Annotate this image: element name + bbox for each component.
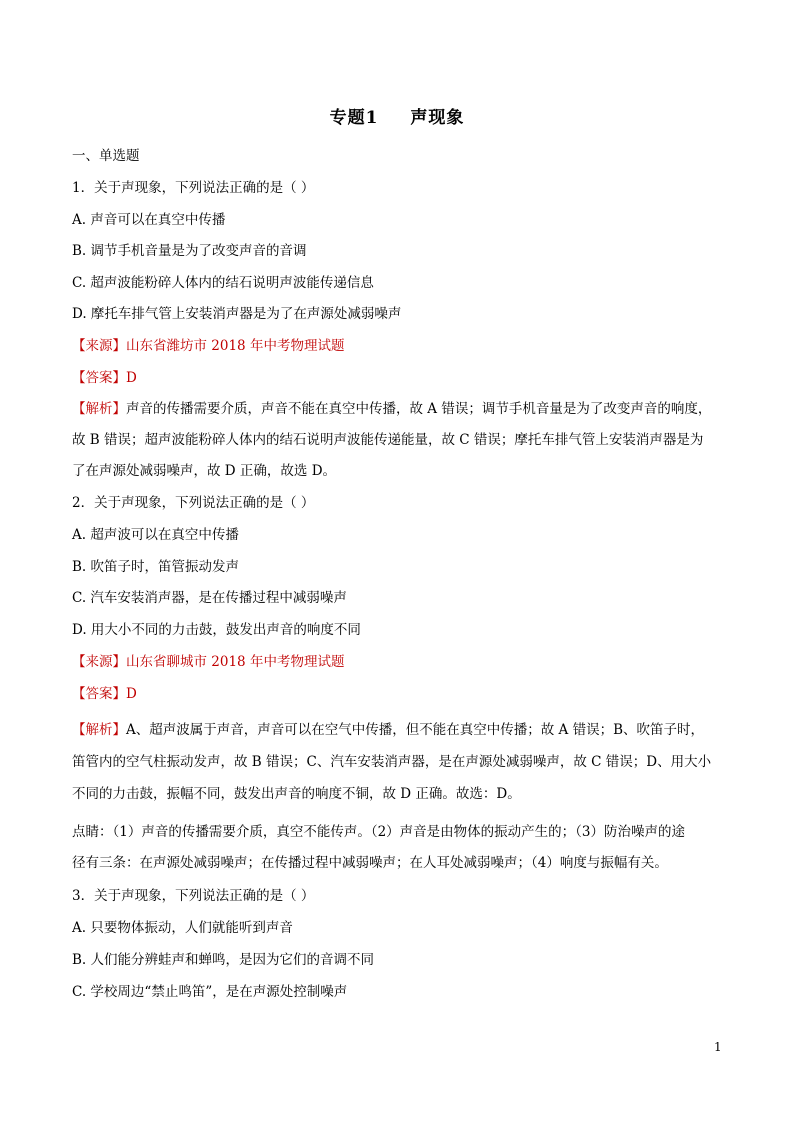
q1-analysis-line-3: 了在声源处减弱噪声，故 D 正确，故选 D。 <box>72 463 337 479</box>
q1-option-a: A. 声音可以在真空中传播 <box>72 212 226 228</box>
title-topic-name: 声现象 <box>410 108 465 128</box>
q3-option-b: B. 人们能分辨蛙声和蝉鸣，是因为它们的音调不同 <box>72 952 375 968</box>
q1-option-c: C. 超声波能粉碎人体内的结石说明声波能传递信息 <box>72 275 374 291</box>
q2-analysis-line-3: 不同的力击鼓，振幅不同，鼓发出声音的响度不铜，故 D 正确。故选：D。 <box>72 786 521 802</box>
q1-source-text: 山东省潍坊市 2018 年中考物理试题 <box>126 338 345 354</box>
q1-option-b: B. 调节手机音量是为了改变声音的音调 <box>72 243 307 259</box>
q1-answer <box>72 368 137 388</box>
q2-stem: 2．关于声现象，下列说法正确的是（ ） <box>72 495 315 511</box>
q2-source <box>72 652 344 672</box>
q2-source-text: 山东省聊城市 2018 年中考物理试题 <box>126 654 345 670</box>
q1-option-d: D. 摩托车排气管上安装消声器是为了在声源处减弱噪声 <box>72 306 402 322</box>
q1-analysis-tag: 【解析】 <box>72 401 126 417</box>
title-topic-number: 专题1 <box>329 108 379 128</box>
q3-option-c: C. 学校周边“禁止鸣笛”，是在声源处控制噪声 <box>72 984 348 1000</box>
q2-note-line-2: 径有三条：在声源处减弱噪声；在传播过程中减弱噪声；在人耳处减弱噪声；（4）响度与振幅有关。 <box>72 855 668 871</box>
page-title <box>0 103 794 128</box>
q1-source <box>72 336 344 356</box>
q1-analysis-line-1: 【解析】声音的传播需要介质，声音不能在真空中传播，故 A 错误；调节手机音量是为了改变声音的响度， <box>72 401 712 417</box>
q1-answer-tag: 【答案】 <box>72 370 126 386</box>
q3-stem: 3．关于声现象，下列说法正确的是（ ） <box>72 888 315 904</box>
q2-note-line-1: 点睛：（1）声音的传播需要介质，真空不能传声。（2）声音是由物体的振动产生的；（3）防治噪声的途 <box>72 824 686 840</box>
section-heading: 一、单选题 <box>72 148 140 164</box>
q2-option-d: D. 用大小不同的力击鼓，鼓发出声音的响度不同 <box>72 622 361 638</box>
q1-source-tag: 【来源】 <box>72 338 126 354</box>
page-number: 1 <box>714 1040 722 1054</box>
q2-answer <box>72 684 137 704</box>
q2-analysis-line-2: 笛管内的空气柱振动发声，故 B 错误；C、汽车安装消声器，是在声源处减弱噪声，故 C 错误；D、用大小 <box>72 754 712 770</box>
q2-answer-tag: 【答案】 <box>72 686 126 702</box>
q1-stem: 1．关于声现象，下列说法正确的是（ ） <box>72 180 315 196</box>
q3-option-a: A. 只要物体振动，人们就能听到声音 <box>72 920 293 936</box>
q1-answer-text: D <box>126 370 137 386</box>
q2-analysis-tag: 【解析】 <box>72 722 126 738</box>
q2-analysis-line-1: 【解析】A、超声波属于声音，声音可以在空气中传播，但不能在真空中传播；故 A 错误；B、吹笛子时， <box>72 722 705 738</box>
q2-answer-text: D <box>126 686 137 702</box>
q2-option-a: A. 超声波可以在真空中传播 <box>72 527 239 543</box>
q1-analysis-line-2: 故 B 错误；超声波能粉碎人体内的结石说明声波能传递能量，故 C 错误；摩托车排气管上安装消声器是为 <box>72 432 704 448</box>
q2-option-b: B. 吹笛子时，笛管振动发声 <box>72 559 240 575</box>
q2-source-tag: 【来源】 <box>72 654 126 670</box>
q2-option-c: C. 汽车安装消声器，是在传播过程中减弱噪声 <box>72 590 347 606</box>
